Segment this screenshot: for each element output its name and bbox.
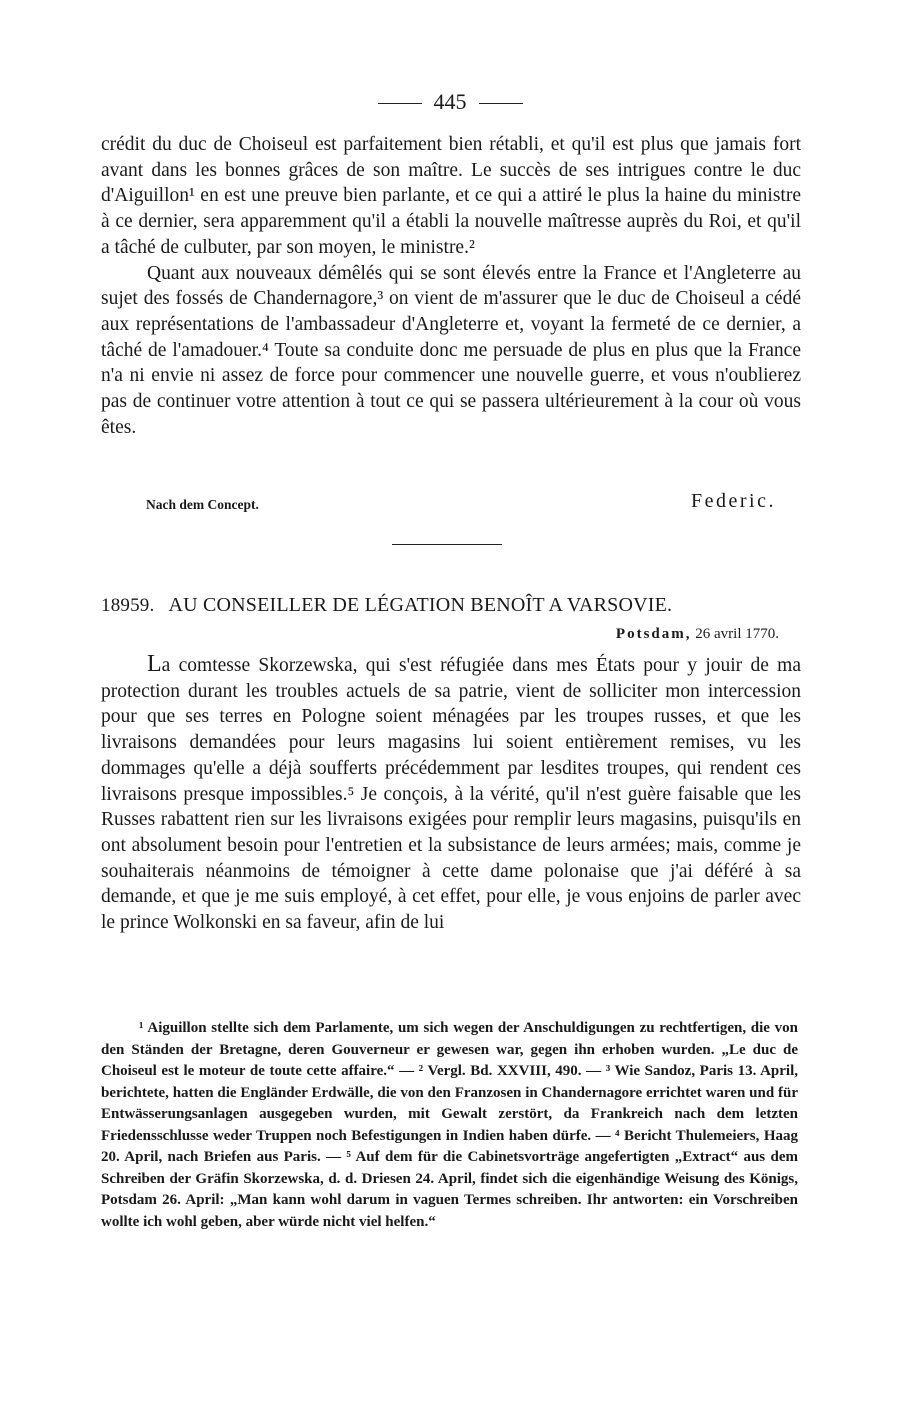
letter-heading bbox=[101, 594, 801, 617]
page-number: 445 bbox=[433, 89, 467, 114]
continued-letter-text bbox=[101, 132, 801, 440]
letter-body-text: a comtesse Skorzewska, qui s'est réfugiée dans mes États pour y jouir de ma protection durant les troubles actuels de sa patrie, vient de solliciter mon intercession pour que ses terres en Pologne soient ménagées par les troupes russes, et que les livraisons demandées pour leurs magasins lui soient entièrement remises, vu les dommages qu'elle a déjà soufferts précédemment par lesdites troupes, qui rendent ces livraisons presque impossibles.⁵ Je conçois, à la vérité, qu'il n'est guère faisable que les Russes rabattent rien sur les livraisons exigées pour remplir leurs magasins, puisqu'ils en ont absolument besoin pour l'entretien et la subsistance de leurs armées; mais, comme je souhaiterais néanmoins de témoigner à cette dame polonaise que j'ai déféré à sa demande, et que je me suis employé, à cet effet, pour elle, je vous enjoins de parler avec le prince Wolkonski en sa faveur, afin de lui bbox=[101, 655, 801, 934]
signature: Federic. bbox=[691, 490, 776, 512]
header-dash-left bbox=[378, 103, 422, 104]
place-date bbox=[616, 626, 779, 643]
place: Potsdam, bbox=[615, 626, 692, 642]
section-divider bbox=[392, 544, 502, 545]
letter-number: 18959. bbox=[101, 595, 155, 616]
footnotes bbox=[101, 1018, 798, 1233]
paragraph: crédit du duc de Choiseul est parfaitement bien rétabli, et qu'il est plus que jamais fort avant dans les bonnes grâces de son maître. Le succès de ses intrigues contre le duc d'Aiguillon¹ en est une preuve bien parlante, et ce qui a attiré le plus la haine du ministre à ce dernier, sera apparemment qu'il a établi la nouvelle maîtresse auprès du Roi, et qu'il a tâché de culbuter, par son moyen, le ministre.² bbox=[101, 134, 801, 258]
page-header bbox=[0, 88, 900, 116]
letter-title: AU CONSEILLER DE LÉGATION BENOÎT A VARSOVIE. bbox=[168, 594, 673, 616]
letter-body bbox=[101, 652, 801, 936]
date: 26 avril 1770. bbox=[695, 626, 779, 642]
footnotes-text: ¹ Aiguillon stellte sich dem Parlamente, um sich wegen der Anschuldigungen zu rechtfertigen, die von den Ständen der Bretagne, deren Gouverneur er gewesen war, gegen ihn erhoben wurden. „Le duc de Choiseul est le moteur de toute cette affaire.“ — ² Vergl. Bd. XXVIII, 490. — ³ Wie Sandoz, Paris 13. April, berichtete, hatten die Engländer Erdwälle, die von den Franzosen in Chandernagore errichtet waren und für Entwässerungsanlagen ausgegeben wurden, mit Gewalt zerstört, da Frankreich nach dem letzten Friedensschlusse weder Truppen noch Befestigungen in Indien haben dürfe. — ⁴ Bericht Thulemeiers, Haag 20. April, nach Briefen aus Paris. — ⁵ Auf dem für die Cabinetsvorträge angefertigten „Extract“ aus dem Schreiben der Gräfin Skorzewska, d. d. Driesen 24. April, findet sich die eigenhändige Weisung des Königs, Potsdam 26. April: „Man kann wohl darum in vaguen Termes schreiben. Ihr antworten: ein Vorschreiben wollte ich wohl geben, aber würde nicht viel helfen.“ bbox=[101, 1020, 798, 1230]
paragraph: Quant aux nouveaux démêlés qui se sont élevés entre la France et l'Angleterre au sujet des fossés de Chandernagore,³ on vient de m'assurer que le duc de Choiseul a cédé aux représentations de l'ambassadeur d'Angleterre et, voyant la fermeté de ce dernier, a tâché de l'amadouer.⁴ Toute sa conduite donc me persuade de plus en plus que la France n'a ni envie ni assez de force pour commencer une nouvelle guerre, et vous n'oublierez pas de continuer votre attention à tout ce qui se passera ultérieurement à la cour où vous êtes. bbox=[101, 262, 801, 438]
source-note: Nach dem Concept. bbox=[146, 497, 259, 512]
initial-letter: L bbox=[147, 651, 162, 677]
header-dash-right bbox=[479, 103, 523, 104]
letter-closing bbox=[146, 490, 776, 514]
